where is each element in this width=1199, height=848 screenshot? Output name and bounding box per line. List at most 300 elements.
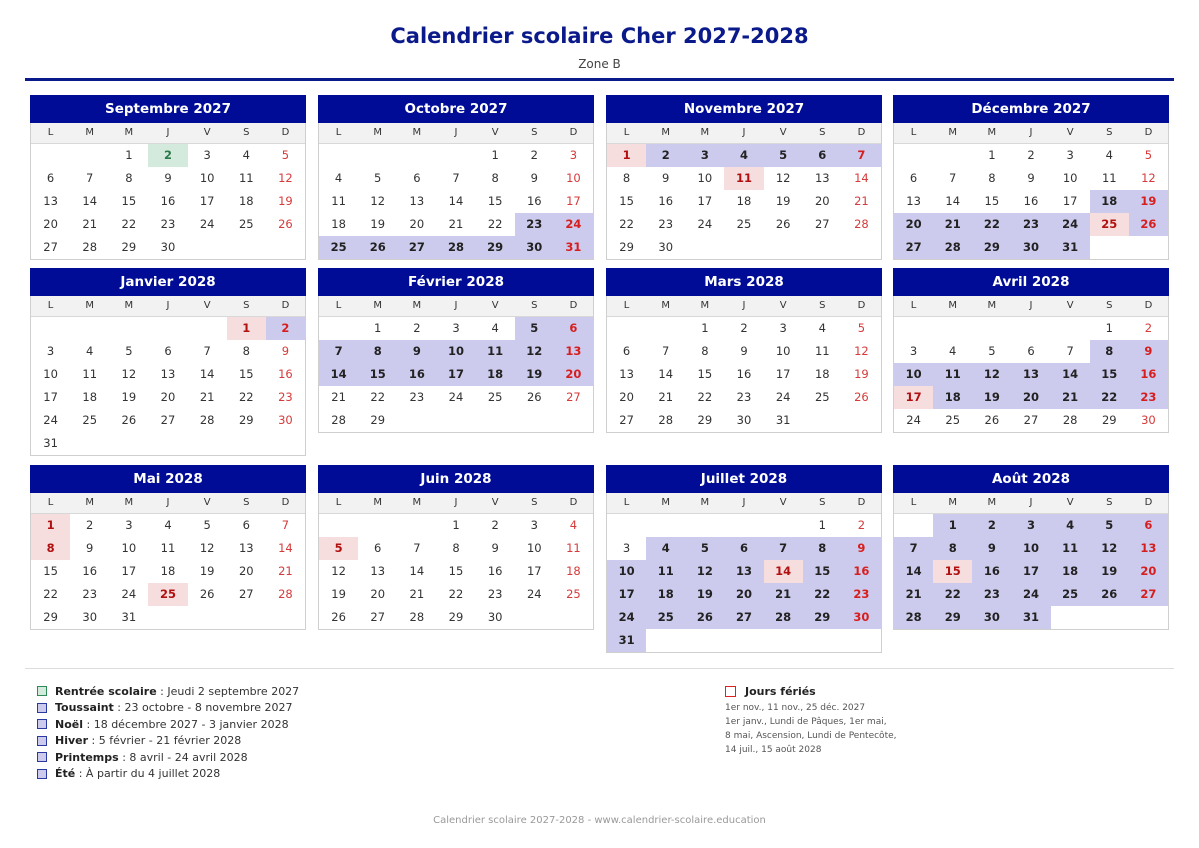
- legend-dates: : 8 avril - 24 avril 2028: [118, 750, 248, 764]
- day-cell: 12: [331, 564, 346, 578]
- month-calendar: [606, 95, 882, 260]
- weekday-label: D: [857, 497, 866, 508]
- empty-day: [358, 514, 397, 537]
- day-cell: 18: [933, 386, 972, 409]
- empty-day: [358, 144, 397, 167]
- day-cell: 24: [775, 390, 791, 404]
- weekday-label: M: [661, 300, 671, 311]
- day-cell: 30: [487, 610, 503, 624]
- weekday-label: M: [948, 497, 958, 508]
- day-cell: 16: [1129, 363, 1168, 386]
- day-cell: 17: [199, 194, 215, 208]
- day-cell: 1: [31, 514, 70, 537]
- weekday-label: S: [243, 497, 250, 508]
- month-calendar: [893, 465, 1169, 630]
- day-cell: 12: [121, 367, 137, 381]
- day-cell: 7: [1066, 344, 1074, 358]
- empty-day: [894, 514, 933, 537]
- day-cell: 26: [199, 587, 215, 601]
- day-cell: 22: [972, 213, 1011, 236]
- day-cell: 22: [448, 587, 464, 601]
- day-cell: 18: [1051, 560, 1090, 583]
- weekday-label: M: [373, 300, 383, 311]
- day-cell: 18: [646, 583, 685, 606]
- month-title: Septembre 2027: [30, 95, 306, 123]
- day-cell: 17: [566, 194, 581, 208]
- day-cell: 4: [242, 148, 250, 162]
- day-cell: 11: [82, 367, 98, 381]
- weekday-label: L: [623, 127, 630, 138]
- day-cell: 13: [814, 171, 830, 185]
- day-cell: 16: [842, 560, 881, 583]
- empty-day: [646, 514, 685, 537]
- day-cell: 1: [227, 317, 266, 340]
- day-cell: 13: [619, 367, 634, 381]
- day-cell: 15: [803, 560, 842, 583]
- day-cell: 7: [764, 537, 803, 560]
- day-cell: 27: [894, 236, 933, 259]
- month-calendar: [606, 465, 882, 653]
- day-cell: 19: [278, 194, 293, 208]
- day-cell: 16: [278, 367, 293, 381]
- day-cell: 23: [409, 390, 425, 404]
- weekday-header: [31, 493, 305, 514]
- day-cell: 3: [452, 321, 460, 335]
- day-cell: 1: [988, 148, 996, 162]
- day-cell: 5: [857, 321, 866, 335]
- day-cell: 8: [933, 537, 972, 560]
- day-cell: 11: [1101, 171, 1117, 185]
- day-cell: 17: [607, 583, 646, 606]
- day-cell: 10: [607, 560, 646, 583]
- day-cell: 31: [775, 413, 791, 427]
- month-calendar: [318, 465, 594, 630]
- day-cell: 4: [334, 171, 343, 185]
- day-cell: 24: [199, 217, 215, 231]
- legend-label: Été: [55, 767, 76, 781]
- day-cell: 27: [43, 240, 58, 254]
- day-cell: 5: [1144, 148, 1153, 162]
- day-cell: 20: [1011, 386, 1050, 409]
- day-cell: 1: [452, 518, 460, 532]
- weekday-label: S: [1106, 497, 1113, 508]
- weekday-label: L: [335, 127, 342, 138]
- day-cell: 12: [972, 363, 1011, 386]
- month-calendar: [318, 268, 594, 433]
- day-cell: 13: [370, 564, 386, 578]
- days-grid: [894, 317, 1168, 432]
- day-cell: 6: [164, 344, 172, 358]
- day-cell: 11: [476, 340, 515, 363]
- day-cell: 5: [764, 144, 803, 167]
- holidays-legend: [725, 683, 897, 757]
- day-cell: 29: [448, 610, 464, 624]
- weekday-label: M: [948, 300, 958, 311]
- day-cell: 16: [658, 194, 674, 208]
- weekday-header: [319, 493, 593, 514]
- day-cell: 11: [814, 344, 830, 358]
- day-cell: 18: [331, 217, 346, 231]
- empty-day: [397, 514, 436, 537]
- day-cell: 27: [238, 587, 254, 601]
- legend-item: [37, 683, 299, 700]
- footer-text: Calendrier scolaire 2027-2028 - www.calendrier-scolaire.education: [433, 815, 766, 826]
- empty-day: [31, 144, 70, 167]
- title-divider: [25, 78, 1174, 81]
- day-cell: 11: [933, 363, 972, 386]
- weekday-label: V: [203, 300, 211, 311]
- day-cell: 11: [724, 167, 763, 190]
- weekday-label: J: [454, 497, 458, 508]
- holiday-swatch: [725, 686, 736, 697]
- day-cell: 6: [1129, 514, 1168, 537]
- day-cell: 15: [984, 194, 1000, 208]
- empty-day: [894, 317, 933, 340]
- day-cell: 14: [82, 194, 98, 208]
- day-cell: 26: [984, 413, 1000, 427]
- day-cell: 9: [491, 541, 499, 555]
- day-cell: 6: [46, 171, 55, 185]
- holidays-line: 8 mai, Ascension, Lundi de Pentecôte,: [725, 731, 897, 741]
- day-cell: 24: [1051, 213, 1090, 236]
- day-cell: 24: [1011, 583, 1050, 606]
- day-cell: 18: [814, 367, 830, 381]
- day-cell: 6: [909, 171, 918, 185]
- weekday-label: M: [987, 300, 997, 311]
- empty-day: [70, 144, 109, 167]
- weekday-label: J: [454, 127, 458, 138]
- legend-divider: [25, 668, 1174, 669]
- empty-day: [933, 144, 972, 167]
- day-cell: 26: [685, 606, 724, 629]
- weekday-label: J: [742, 127, 746, 138]
- weekday-label: L: [47, 127, 54, 138]
- day-cell: 8: [491, 171, 499, 185]
- weekday-label: J: [166, 127, 170, 138]
- day-cell: 28: [199, 413, 215, 427]
- day-cell: 29: [476, 236, 515, 259]
- day-cell: 9: [740, 344, 748, 358]
- empty-day: [188, 317, 227, 340]
- day-cell: 19: [775, 194, 791, 208]
- day-cell: 13: [409, 194, 425, 208]
- weekday-label: D: [569, 127, 578, 138]
- day-cell: 23: [487, 587, 503, 601]
- day-cell: 16: [736, 367, 752, 381]
- day-cell: 10: [121, 541, 137, 555]
- month-body: [30, 493, 306, 630]
- weekday-label: M: [661, 127, 671, 138]
- month-title: Octobre 2027: [318, 95, 594, 123]
- day-cell: 3: [622, 541, 631, 555]
- day-cell: 23: [82, 587, 98, 601]
- weekday-label: S: [819, 497, 826, 508]
- day-cell: 28: [436, 236, 475, 259]
- day-cell: 30: [736, 413, 752, 427]
- day-cell: 6: [622, 344, 631, 358]
- weekday-label: D: [569, 497, 578, 508]
- weekday-label: M: [124, 127, 134, 138]
- day-cell: 22: [121, 217, 137, 231]
- weekday-header: [607, 123, 881, 144]
- weekday-label: M: [987, 127, 997, 138]
- legend-swatch: [37, 686, 47, 696]
- day-cell: 29: [933, 606, 972, 629]
- day-cell: 13: [1129, 537, 1168, 560]
- day-cell: 19: [854, 367, 869, 381]
- day-cell: 4: [569, 518, 578, 532]
- empty-day: [148, 317, 187, 340]
- legend-label: Rentrée scolaire: [55, 684, 157, 698]
- days-grid: [31, 317, 305, 455]
- weekday-label: L: [623, 300, 630, 311]
- day-cell: 19: [199, 564, 215, 578]
- day-cell: 2: [646, 144, 685, 167]
- day-cell: 1: [933, 514, 972, 537]
- day-cell: 1: [701, 321, 709, 335]
- weekday-label: J: [742, 497, 746, 508]
- day-cell: 14: [1051, 363, 1090, 386]
- days-grid: [607, 514, 881, 652]
- day-cell: 19: [370, 217, 386, 231]
- day-cell: 30: [82, 610, 98, 624]
- day-cell: 21: [409, 587, 425, 601]
- day-cell: 14: [894, 560, 933, 583]
- day-cell: 19: [1090, 560, 1129, 583]
- day-cell: 12: [1090, 537, 1129, 560]
- empty-day: [646, 317, 685, 340]
- day-cell: 19: [331, 587, 346, 601]
- day-cell: 9: [1027, 171, 1035, 185]
- day-cell: 20: [554, 363, 593, 386]
- day-cell: 24: [121, 587, 137, 601]
- day-cell: 18: [476, 363, 515, 386]
- day-cell: 3: [46, 344, 55, 358]
- month-body: [893, 296, 1169, 433]
- day-cell: 4: [1051, 514, 1090, 537]
- day-cell: 29: [43, 610, 58, 624]
- day-cell: 23: [842, 583, 881, 606]
- days-grid: [607, 144, 881, 259]
- day-cell: 15: [238, 367, 254, 381]
- day-cell: 28: [658, 413, 674, 427]
- day-cell: 22: [370, 390, 386, 404]
- day-cell: 3: [909, 344, 918, 358]
- day-cell: 23: [736, 390, 752, 404]
- day-cell: 9: [662, 171, 670, 185]
- month-title: Avril 2028: [893, 268, 1169, 296]
- day-cell: 23: [278, 390, 293, 404]
- legend-swatch: [37, 752, 47, 762]
- month-body: [318, 123, 594, 260]
- weekday-label: S: [243, 300, 250, 311]
- day-cell: 6: [242, 518, 250, 532]
- day-cell: 14: [409, 564, 425, 578]
- day-cell: 15: [487, 194, 503, 208]
- day-cell: 4: [818, 321, 826, 335]
- day-cell: 22: [697, 390, 713, 404]
- day-cell: 9: [281, 344, 290, 358]
- days-grid: [319, 317, 593, 432]
- day-cell: 10: [526, 541, 542, 555]
- weekday-label: M: [987, 497, 997, 508]
- day-cell: 28: [82, 240, 98, 254]
- month-body: [893, 123, 1169, 260]
- legend-dates: : 18 décembre 2027 - 3 janvier 2028: [83, 717, 289, 731]
- weekday-label: L: [47, 300, 54, 311]
- month-title: Février 2028: [318, 268, 594, 296]
- day-cell: 31: [121, 610, 137, 624]
- day-cell: 10: [1062, 171, 1078, 185]
- day-cell: 23: [972, 583, 1011, 606]
- day-cell: 12: [1141, 171, 1156, 185]
- day-cell: 28: [854, 217, 869, 231]
- day-cell: 26: [1090, 583, 1129, 606]
- day-cell: 19: [1129, 190, 1168, 213]
- weekday-label: L: [623, 497, 630, 508]
- legend-label: Noël: [55, 717, 83, 731]
- day-cell: 8: [1090, 340, 1129, 363]
- day-cell: 24: [906, 413, 921, 427]
- weekday-label: L: [47, 497, 54, 508]
- weekday-label: V: [779, 497, 787, 508]
- day-cell: 24: [526, 587, 542, 601]
- day-cell: 3: [685, 144, 724, 167]
- day-cell: 20: [43, 217, 58, 231]
- day-cell: 8: [701, 344, 709, 358]
- day-cell: 20: [238, 564, 254, 578]
- days-grid: [31, 144, 305, 259]
- month-calendar: [318, 95, 594, 260]
- empty-day: [933, 317, 972, 340]
- day-cell: 10: [566, 171, 581, 185]
- weekday-label: M: [412, 127, 422, 138]
- day-cell: 2: [266, 317, 305, 340]
- day-cell: 30: [1141, 413, 1156, 427]
- day-cell: 6: [413, 171, 421, 185]
- day-cell: 26: [278, 217, 293, 231]
- day-cell: 12: [199, 541, 215, 555]
- day-cell: 11: [646, 560, 685, 583]
- day-cell: 30: [1011, 236, 1050, 259]
- day-cell: 4: [86, 344, 94, 358]
- empty-day: [436, 144, 475, 167]
- day-cell: 14: [854, 171, 869, 185]
- day-cell: 26: [775, 217, 791, 231]
- weekday-label: D: [857, 300, 866, 311]
- holidays-line: 1er nov., 11 nov., 25 déc. 2027: [725, 703, 866, 713]
- weekday-label: M: [85, 497, 95, 508]
- day-cell: 22: [933, 583, 972, 606]
- day-cell: 20: [1129, 560, 1168, 583]
- weekday-label: D: [281, 300, 290, 311]
- legend-swatch: [37, 719, 47, 729]
- day-cell: 27: [566, 390, 581, 404]
- day-cell: 5: [374, 171, 382, 185]
- weekday-header: [31, 296, 305, 317]
- day-cell: 15: [619, 194, 634, 208]
- day-cell: 14: [764, 560, 803, 583]
- month-title: Mars 2028: [606, 268, 882, 296]
- day-cell: 25: [1090, 213, 1129, 236]
- day-cell: 22: [619, 217, 634, 231]
- weekday-header: [607, 296, 881, 317]
- day-cell: 28: [1062, 413, 1078, 427]
- weekday-label: S: [531, 300, 538, 311]
- weekday-label: V: [491, 127, 499, 138]
- empty-day: [764, 514, 803, 537]
- day-cell: 1: [491, 148, 499, 162]
- day-cell: 31: [554, 236, 593, 259]
- empty-day: [1011, 317, 1050, 340]
- day-cell: 13: [1011, 363, 1050, 386]
- day-cell: 16: [397, 363, 436, 386]
- day-cell: 10: [436, 340, 475, 363]
- days-grid: [31, 514, 305, 629]
- day-cell: 19: [685, 583, 724, 606]
- day-cell: 9: [164, 171, 172, 185]
- day-cell: 15: [448, 564, 464, 578]
- day-cell: 11: [566, 541, 581, 555]
- day-cell: 8: [242, 344, 250, 358]
- weekday-header: [319, 123, 593, 144]
- weekday-label: D: [569, 300, 578, 311]
- day-cell: 25: [814, 390, 830, 404]
- day-cell: 5: [515, 317, 554, 340]
- day-cell: 28: [764, 606, 803, 629]
- weekday-label: M: [124, 497, 134, 508]
- month-title: Juin 2028: [318, 465, 594, 493]
- weekday-label: J: [1029, 300, 1033, 311]
- empty-day: [607, 514, 646, 537]
- day-cell: 29: [972, 236, 1011, 259]
- weekday-header: [607, 493, 881, 514]
- month-body: [30, 123, 306, 260]
- day-cell: 20: [894, 213, 933, 236]
- weekday-header: [894, 493, 1168, 514]
- day-cell: 31: [1051, 236, 1090, 259]
- day-cell: 9: [1129, 340, 1168, 363]
- day-cell: 1: [374, 321, 382, 335]
- day-cell: 30: [658, 240, 674, 254]
- day-cell: 26: [358, 236, 397, 259]
- day-cell: 18: [566, 564, 581, 578]
- weekday-header: [894, 296, 1168, 317]
- day-cell: 25: [148, 583, 187, 606]
- day-cell: 21: [199, 390, 215, 404]
- day-cell: 28: [894, 606, 933, 629]
- day-cell: 18: [82, 390, 98, 404]
- empty-day: [319, 317, 358, 340]
- month-body: [318, 493, 594, 630]
- day-cell: 12: [278, 171, 293, 185]
- day-cell: 10: [1011, 537, 1050, 560]
- day-cell: 27: [370, 610, 386, 624]
- weekday-label: V: [1066, 127, 1074, 138]
- month-body: [606, 493, 882, 653]
- weekday-label: J: [1029, 127, 1033, 138]
- day-cell: 29: [1101, 413, 1117, 427]
- day-cell: 21: [854, 194, 869, 208]
- weekday-label: L: [335, 300, 342, 311]
- day-cell: 10: [894, 363, 933, 386]
- weekday-label: V: [1066, 300, 1074, 311]
- month-title: Mai 2028: [30, 465, 306, 493]
- day-cell: 22: [487, 217, 503, 231]
- day-cell: 6: [1027, 344, 1035, 358]
- day-cell: 5: [125, 344, 133, 358]
- day-cell: 22: [238, 390, 254, 404]
